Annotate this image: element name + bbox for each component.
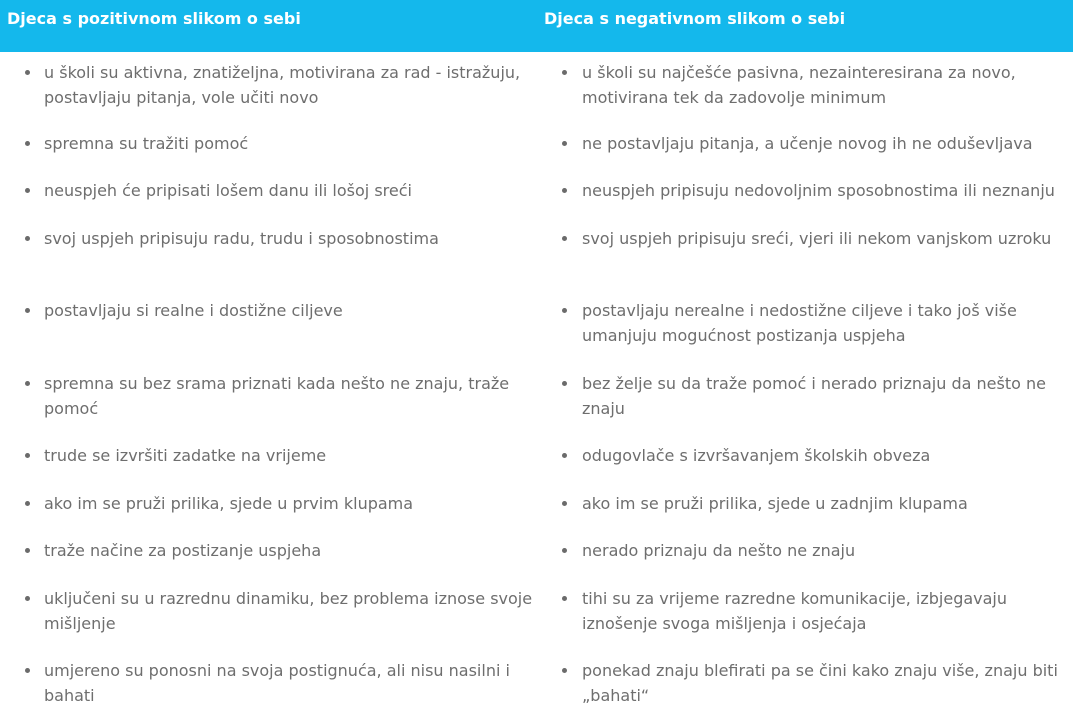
item-text: uključeni su u razrednu dinamiku, bez problema iznose svoje mišljenje (44, 589, 533, 633)
bullet-icon (562, 501, 567, 506)
item-text: u školi su najčešće pasivna, nezainteresirana za novo, motivirana tek da zadovolje minimum (582, 63, 1016, 107)
item-text: ako im se pruži prilika, sjede u prvim klupama (44, 494, 414, 513)
bullet-icon (25, 141, 30, 146)
item-text: umjereno su ponosni na svoja postignuća, ali nisu nasilni i bahati (44, 661, 510, 705)
item-text: postavljaju nerealne i nedostižne ciljeve i tako još više umanjuju mogućnost postizanja uspjeha (582, 301, 1017, 345)
item-text: neuspjeh će pripisati lošem danu ili lošoj sreći (44, 181, 412, 200)
bullet-icon (562, 236, 567, 241)
bullet-icon (25, 70, 30, 75)
item-text: bez želje su da traže pomoć i nerado priznaju da nešto ne znaju (582, 374, 1046, 418)
item-text: trude se izvršiti zadatke na vrijeme (44, 446, 327, 465)
item-text: ponekad znaju blefirati pa se čini kako znaju više, znaju biti „bahati“ (582, 661, 1058, 705)
item-text: odugovlače s izvršavanjem školskih obveza (582, 446, 931, 465)
item-text: ne postavljaju pitanja, a učenje novog ih ne oduševljava (582, 134, 1033, 153)
bullet-icon (562, 70, 567, 75)
bullet-icon (25, 548, 30, 553)
item-text: postavljaju si realne i dostižne ciljeve (44, 301, 343, 320)
item-text: spremna su bez srama priznati kada nešto ne znaju, traže pomoć (44, 374, 510, 418)
item-text: ako im se pruži prilika, sjede u zadnjim klupama (582, 494, 968, 513)
item-text: tihi su za vrijeme razredne komunikacije, izbjegavaju iznošenje svoga mišljenja i osjećaja (582, 589, 1008, 633)
bullet-icon (562, 453, 567, 458)
bullet-icon (25, 308, 30, 313)
item-text: neuspjeh pripisuju nedovoljnim sposobnostima ili neznanju (582, 181, 1055, 200)
bullet-icon (25, 236, 30, 241)
item-text: u školi su aktivna, znatiželjna, motivirana za rad - istražuju, postavljaju pitanja, vole učiti novo (44, 63, 521, 107)
bullet-icon (25, 188, 30, 193)
bullet-icon (25, 501, 30, 506)
bullet-icon (562, 668, 567, 673)
bullet-icon (562, 596, 567, 601)
bullet-icon (25, 381, 30, 386)
table-header (0, 0, 1073, 52)
header-positive: Djeca s pozitivnom slikom o sebi (7, 9, 301, 28)
bullet-icon (25, 596, 30, 601)
item-text: spremna su tražiti pomoć (44, 134, 249, 153)
header-negative: Djeca s negativnom slikom o sebi (544, 9, 846, 28)
bullet-icon (562, 308, 567, 313)
item-text: nerado priznaju da nešto ne znaju (582, 541, 856, 560)
item-text: svoj uspjeh pripisuju radu, trudu i sposobnostima (44, 229, 439, 248)
bullet-icon (25, 668, 30, 673)
item-text: traže načine za postizanje uspjeha (44, 541, 322, 560)
bullet-icon (562, 381, 567, 386)
bullet-icon (25, 453, 30, 458)
item-text: svoj uspjeh pripisuju sreći, vjeri ili nekom vanjskom uzroku (582, 229, 1052, 248)
bullet-icon (562, 188, 567, 193)
bullet-icon (562, 141, 567, 146)
bullet-icon (562, 548, 567, 553)
